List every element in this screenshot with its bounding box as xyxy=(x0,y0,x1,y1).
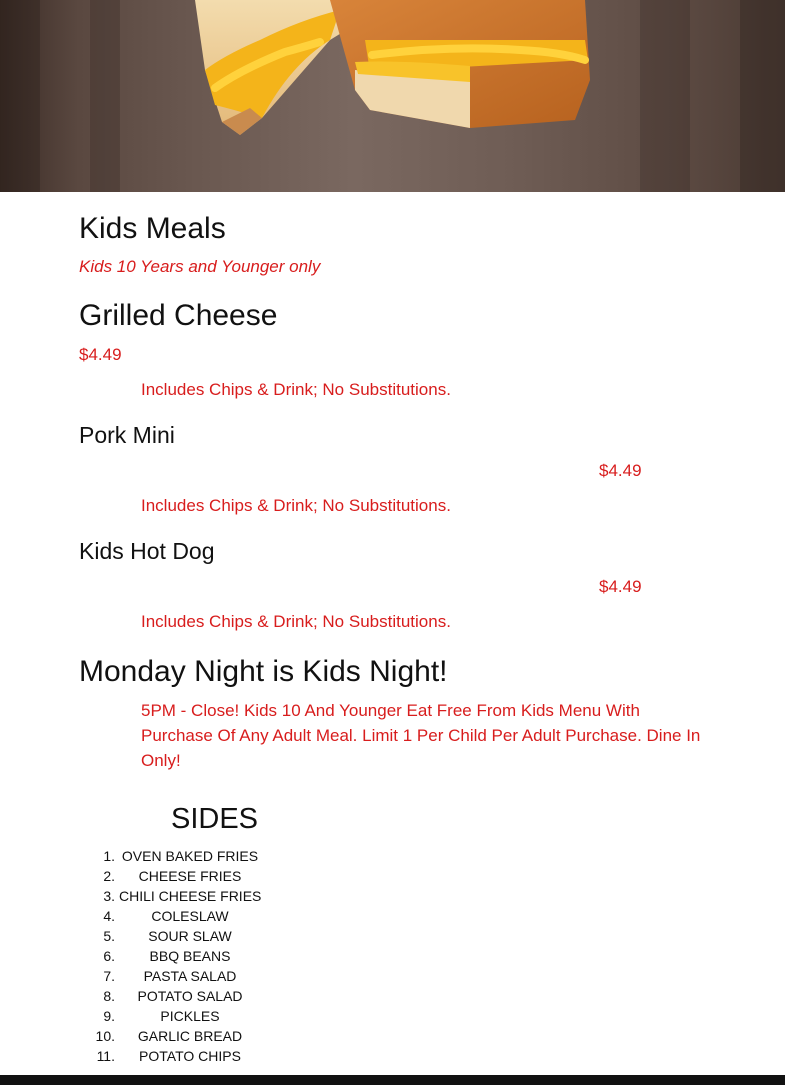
side-name: PASTA SALAD xyxy=(143,968,237,984)
side-name: SOUR SLAW xyxy=(148,928,232,944)
kids-meals-heading: Kids Meals xyxy=(79,212,226,245)
side-name: BBQ BEANS xyxy=(149,948,231,964)
item-desc-pork-mini: Includes Chips & Drink; No Substitutions. xyxy=(141,496,451,515)
hero-image xyxy=(0,0,785,192)
item-title-pork-mini: Pork Mini xyxy=(79,422,175,448)
list-number: 3. xyxy=(103,888,115,904)
side-name: POTATO CHIPS xyxy=(139,1048,241,1064)
list-number: 7. xyxy=(103,968,115,984)
sides-heading: SIDES xyxy=(171,803,259,835)
side-name: COLESLAW xyxy=(151,908,229,924)
side-name: PICKLES xyxy=(160,1008,220,1024)
side-name: CHEESE FRIES xyxy=(138,868,242,884)
monday-kids-night-heading: Monday Night is Kids Night! xyxy=(79,655,448,688)
list-number: 1. xyxy=(103,848,115,864)
list-number: 11. xyxy=(96,1048,115,1064)
item-desc-grilled-cheese: Includes Chips & Drink; No Substitutions. xyxy=(141,380,451,399)
list-number: 5. xyxy=(103,928,115,944)
list-number: 10. xyxy=(95,1028,115,1044)
list-number: 6. xyxy=(103,948,115,964)
list-number: 4. xyxy=(103,908,115,924)
item-price-kids-hot-dog: $4.49 xyxy=(599,577,642,596)
side-name: GARLIC BREAD xyxy=(137,1028,243,1044)
list-number: 9. xyxy=(103,1008,115,1024)
kids-age-note: Kids 10 Years and Younger only xyxy=(79,257,321,276)
item-title-kids-hot-dog: Kids Hot Dog xyxy=(79,538,215,564)
item-title-grilled-cheese: Grilled Cheese xyxy=(79,299,278,332)
grilled-cheese-illustration xyxy=(0,0,785,192)
side-name: POTATO SALAD xyxy=(137,988,243,1004)
item-price-grilled-cheese: $4.49 xyxy=(79,345,122,364)
monday-kids-night-desc: 5PM - Close! Kids 10 And Younger Eat Free From Kids Menu With Purchase Of Any Adult Meal. Limit 1 Per Child Per Adult Purchase. Dine In Only! xyxy=(141,701,701,770)
item-desc-kids-hot-dog: Includes Chips & Drink; No Substitutions. xyxy=(141,612,451,631)
list-number: 2. xyxy=(103,868,115,884)
footer-bar xyxy=(0,1075,785,1085)
side-name: CHILI CHEESE FRIES xyxy=(119,888,262,904)
item-price-pork-mini: $4.49 xyxy=(599,461,642,480)
list-number: 8. xyxy=(103,988,115,1004)
side-name: OVEN BAKED FRIES xyxy=(121,848,259,864)
